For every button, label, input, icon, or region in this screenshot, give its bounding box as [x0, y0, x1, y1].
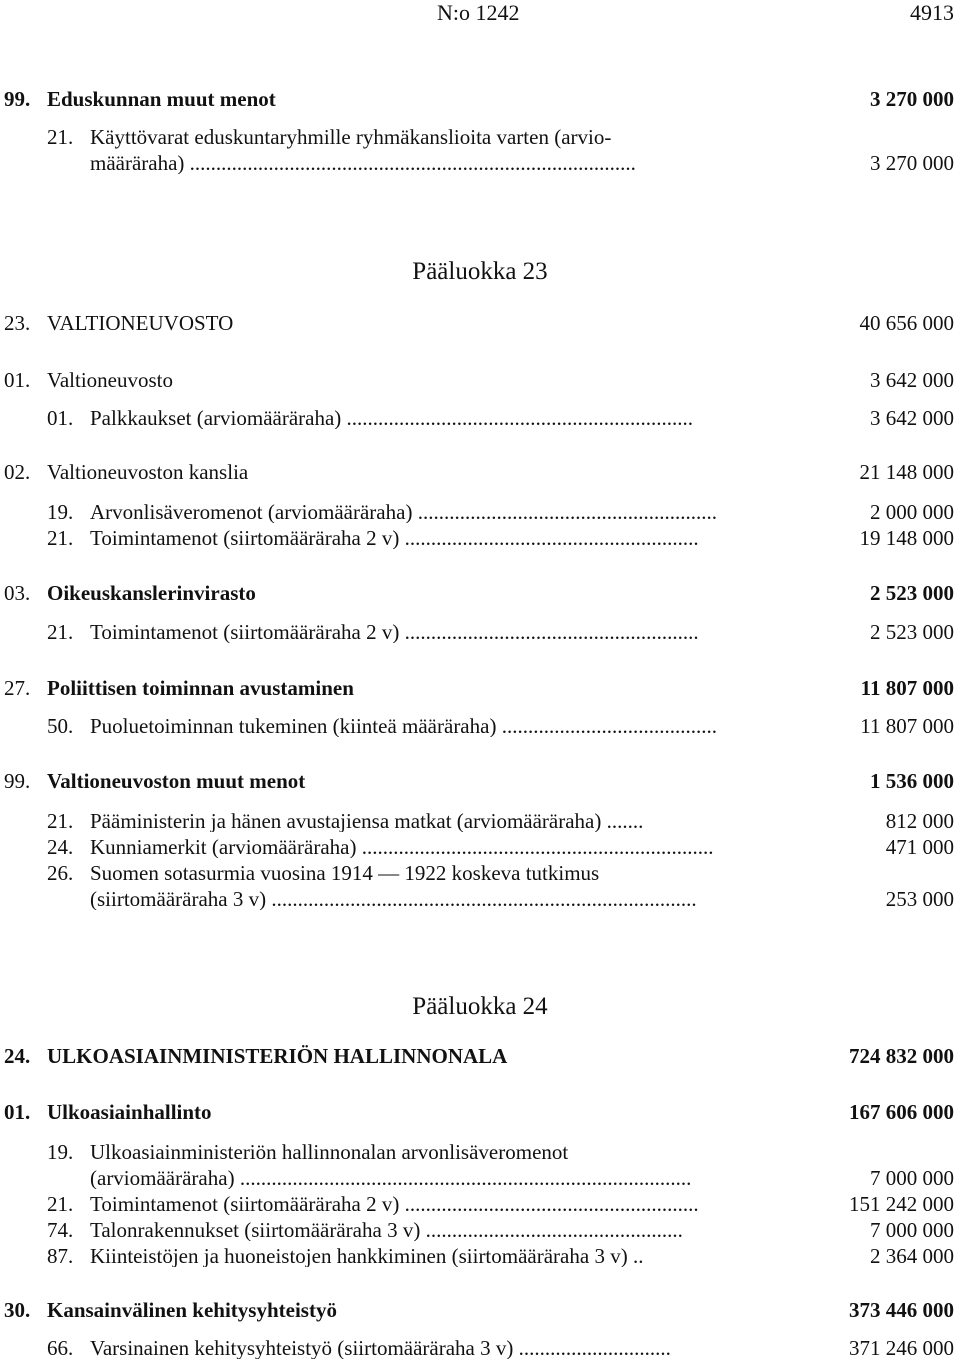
item-amount: 19 148 000 — [859, 526, 954, 550]
main-number: 03. — [4, 581, 31, 605]
item-label-line1: Suomen sotasurmia vuosina 1914 — 1922 koskeva tutkimus — [90, 861, 600, 885]
item-label: Varsinainen kehitysyhteistyö (siirtomääräraha 3 v) ............................. — [90, 1338, 671, 1359]
item-label: Talonrakennukset (siirtomääräraha 3 v) ................................................. — [90, 1220, 683, 1241]
chapter-amount: 724 832 000 — [849, 1044, 954, 1068]
main-number: 02. — [4, 460, 31, 484]
leader-dots: ................................................. — [425, 1220, 683, 1241]
main-number: 99. — [4, 769, 31, 793]
leader-dots: ................................................................... — [361, 837, 714, 858]
chapter-heading: Pääluokka 24 — [412, 993, 548, 1020]
item-amount: 7 000 000 — [870, 1218, 954, 1242]
item-amount: 471 000 — [885, 835, 954, 859]
chapter-heading: Pääluokka 23 — [412, 258, 548, 285]
leader-dots: ........................................................ — [404, 622, 699, 643]
leader-dots: ......................................... — [501, 716, 717, 737]
item-number: 19. — [47, 500, 74, 524]
item-label: Kiinteistöjen ja huoneistojen hankkiminen (siirtomääräraha 3 v) .. — [90, 1246, 644, 1267]
item-number: 26. — [47, 861, 74, 885]
item-number: 50. — [47, 714, 74, 738]
item-label: Puoluetoiminnan tukeminen (kiinteä määräraha) ......................................... — [90, 716, 717, 737]
main-amount: 3 642 000 — [870, 368, 954, 392]
item-number: 21. — [47, 125, 74, 149]
item-amount: 7 000 000 — [870, 1166, 954, 1190]
item-label-line2: (siirtomääräraha 3 v) ................................................................................. — [90, 889, 697, 910]
item-amount: 3 270 000 — [870, 151, 954, 175]
item-number: 01. — [47, 406, 74, 430]
page-header-page-number: 4913 — [910, 0, 954, 25]
item-amount: 2 523 000 — [870, 620, 954, 644]
item-amount: 151 242 000 — [849, 1192, 954, 1216]
item-number: 21. — [47, 620, 74, 644]
leader-dots: .. — [632, 1246, 644, 1267]
main-title: Poliittisen toiminnan avustaminen — [47, 676, 354, 700]
item-number: 66. — [47, 1336, 74, 1360]
leader-dots: ................................................................................. — [271, 889, 697, 910]
item-label: Pääministerin ja hänen avustajiensa matkat (arviomääräraha) ....... — [90, 811, 644, 832]
chapter-title: ULKOASIAINMINISTERIÖN HALLINNONALA — [47, 1044, 508, 1068]
item-label: Kunniamerkit (arviomääräraha) ................................................................... — [90, 837, 714, 858]
main-number: 01. — [4, 1100, 31, 1124]
item-amount: 11 807 000 — [860, 714, 954, 738]
item-label: Toimintamenot (siirtomääräraha 2 v) ........................................................ — [90, 622, 699, 643]
main-amount: 3 270 000 — [870, 87, 954, 111]
main-title: Valtioneuvoston muut menot — [47, 769, 306, 793]
item-amount: 3 642 000 — [870, 406, 954, 430]
item-label: Arvonlisäveromenot (arviomääräraha) ......................................................... — [90, 502, 717, 523]
item-amount: 812 000 — [885, 809, 954, 833]
main-amount: 2 523 000 — [870, 581, 954, 605]
item-label: Toimintamenot (siirtomääräraha 2 v) ........................................................ — [90, 528, 699, 549]
main-title: Oikeuskanslerinvirasto — [47, 581, 256, 605]
chapter-number: 23. — [4, 311, 31, 335]
item-amount: 371 246 000 — [849, 1336, 954, 1360]
main-amount: 21 148 000 — [859, 460, 954, 484]
item-label-line1: Ulkoasiainministeriön hallinnonalan arvonlisäveromenot — [90, 1140, 569, 1164]
item-label: Toimintamenot (siirtomääräraha 2 v) ........................................................ — [90, 1194, 699, 1215]
item-number: 21. — [47, 1192, 74, 1216]
main-number: 01. — [4, 368, 31, 392]
main-amount: 11 807 000 — [860, 676, 954, 700]
main-amount: 373 446 000 — [849, 1298, 954, 1322]
chapter-amount: 40 656 000 — [859, 311, 954, 335]
leader-dots: ........................................................ — [404, 1194, 699, 1215]
leader-dots: ............................. — [518, 1338, 671, 1359]
main-title: Valtioneuvosto — [47, 368, 173, 392]
main-amount: 1 536 000 — [870, 769, 954, 793]
leader-dots: ....... — [606, 811, 644, 832]
leader-dots: ......................................................... — [417, 502, 717, 523]
main-title: Ulkoasiainhallinto — [47, 1100, 212, 1124]
main-number: 99. — [4, 87, 31, 111]
item-number: 21. — [47, 526, 74, 550]
chapter-number: 24. — [4, 1044, 31, 1068]
main-number: 30. — [4, 1298, 31, 1322]
main-amount: 167 606 000 — [849, 1100, 954, 1124]
item-number: 24. — [47, 835, 74, 859]
item-label-line1: Käyttövarat eduskuntaryhmille ryhmäkanslioita varten (arvio- — [90, 125, 612, 149]
main-number: 27. — [4, 676, 31, 700]
main-title: Valtioneuvoston kanslia — [47, 460, 249, 484]
leader-dots: ..................................................................................... — [189, 153, 636, 174]
leader-dots: ........................................................ — [404, 528, 699, 549]
item-label-line2: määräraha) ..................................................................................... — [90, 153, 636, 174]
item-number: 19. — [47, 1140, 74, 1164]
page-header-document-number: N:o 1242 — [437, 0, 520, 25]
chapter-title: VALTIONEUVOSTO — [47, 311, 234, 335]
item-label: Palkkaukset (arviomääräraha) .................................................................. — [90, 408, 694, 429]
item-number: 21. — [47, 809, 74, 833]
leader-dots: ...................................................................................... — [239, 1168, 692, 1189]
item-label-line2: (arviomääräraha) ...................................................................................... — [90, 1168, 692, 1189]
item-amount: 2 364 000 — [870, 1244, 954, 1268]
item-number: 74. — [47, 1218, 74, 1242]
leader-dots: .................................................................. — [346, 408, 694, 429]
item-amount: 253 000 — [885, 887, 954, 911]
item-number: 87. — [47, 1244, 74, 1268]
item-amount: 2 000 000 — [870, 500, 954, 524]
main-title: Eduskunnan muut menot — [47, 87, 276, 111]
main-title: Kansainvälinen kehitysyhteistyö — [47, 1298, 337, 1322]
